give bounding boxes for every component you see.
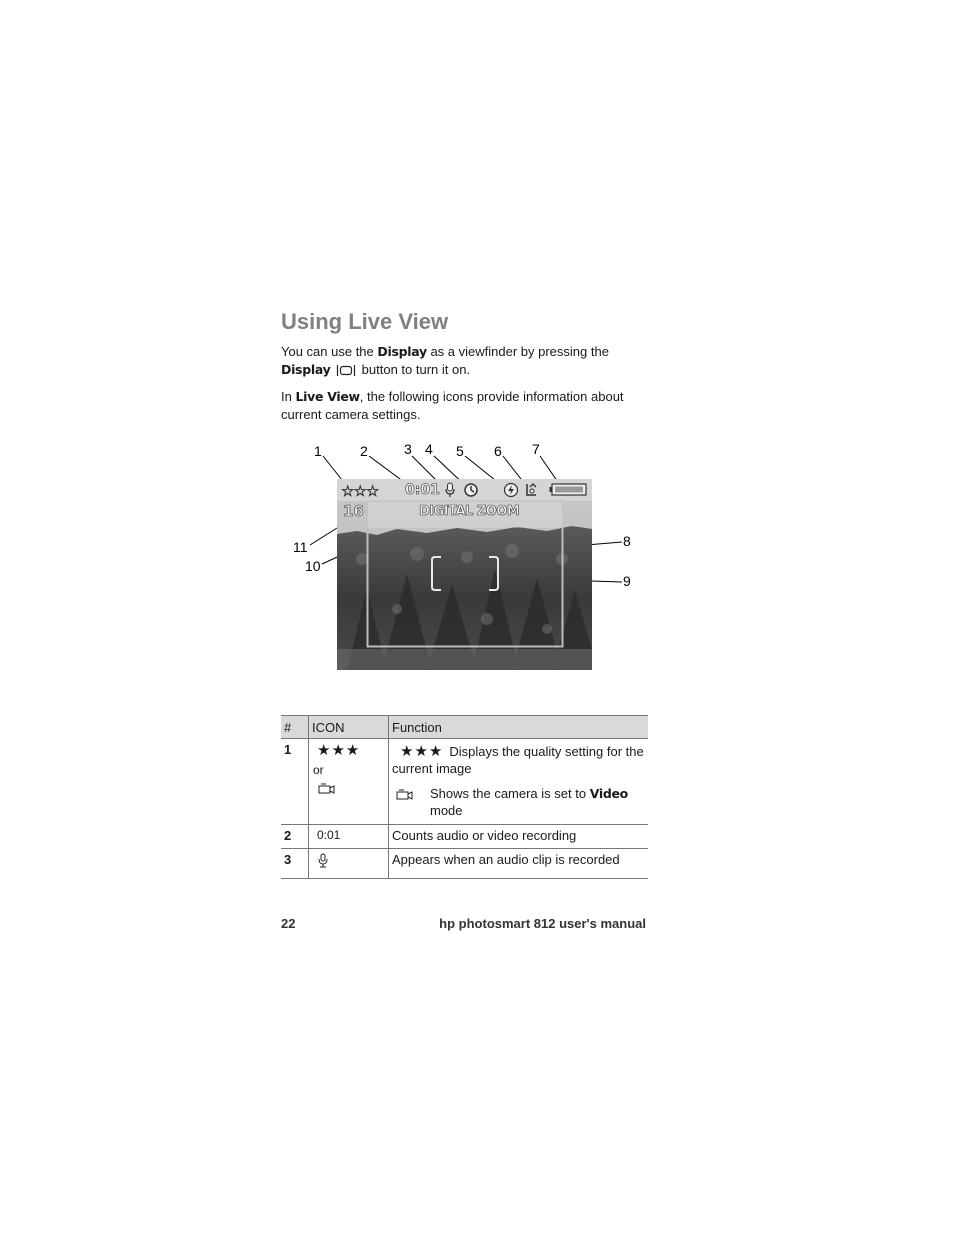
video-text-before: Shows the camera is set to <box>430 786 590 801</box>
battery-icon <box>549 483 587 496</box>
video-term: Video <box>589 786 628 801</box>
focus-icon <box>524 482 538 498</box>
row-number: 2 <box>281 825 309 849</box>
video-text <box>430 785 645 819</box>
display-term: Display <box>377 344 427 359</box>
callout-1: 1 <box>314 443 322 459</box>
timer-icon: 0:01 <box>309 825 389 849</box>
display-term: Display <box>281 362 331 377</box>
callout-10: 10 <box>305 558 321 574</box>
intro-text: as a viewfinder by pressing the <box>426 344 609 359</box>
callout-6: 6 <box>494 443 502 459</box>
live-view-screen <box>337 479 592 670</box>
table-row <box>281 739 648 825</box>
timer-indicator: 0:01 <box>405 482 440 498</box>
row-function-cell <box>389 739 649 825</box>
intro-text: , the following icons provide information about current camera settings. <box>281 389 624 422</box>
callout-8: 8 <box>623 533 631 549</box>
video-description <box>392 785 645 819</box>
callout-9: 9 <box>623 573 631 589</box>
callout-7: 7 <box>532 441 540 457</box>
icon-function-table <box>281 715 648 879</box>
pictures-remaining-indicator: 16 <box>343 502 364 520</box>
live-view-term: Live View <box>295 389 360 404</box>
microphone-icon <box>317 856 329 871</box>
or-text: or <box>313 763 324 777</box>
quality-stars-indicator: ☆☆☆ <box>341 482 379 500</box>
callout-5: 5 <box>456 443 464 459</box>
callout-4: 4 <box>425 441 433 457</box>
row-function-cell: Appears when an audio clip is recorded <box>389 849 649 879</box>
video-camera-icon <box>392 785 424 805</box>
row-number: 1 <box>281 739 309 825</box>
callout-2: 2 <box>360 443 368 459</box>
column-header-icon: ICON <box>309 716 389 739</box>
quality-stars-icon: ★★★ <box>317 742 361 759</box>
table-header-row <box>281 716 648 739</box>
row-icon-cell <box>309 739 389 825</box>
section-title: Using Live View <box>281 309 449 334</box>
row-function-cell: Counts audio or video recording <box>389 825 649 849</box>
row-icon-cell <box>309 849 389 879</box>
video-camera-icon <box>312 782 385 799</box>
digital-zoom-label: DIGITAL ZOOM <box>419 504 520 519</box>
intro-text: You can use the <box>281 344 378 359</box>
row-number: 3 <box>281 849 309 879</box>
intro-text: button to turn it on. <box>358 362 471 377</box>
self-timer-icon <box>463 482 479 498</box>
table-row <box>281 849 648 879</box>
column-header-function: Function <box>389 716 649 739</box>
video-text-after: mode <box>430 803 463 818</box>
quality-text: Displays the quality setting for the current image <box>392 744 644 776</box>
callout-11: 11 <box>293 539 308 555</box>
quality-stars-icon: ★★★ <box>400 743 444 760</box>
manual-title: hp photosmart 812 user's manual <box>439 916 646 931</box>
callout-3: 3 <box>404 441 412 457</box>
microphone-icon <box>444 482 456 498</box>
flash-icon <box>503 482 519 498</box>
table-row <box>281 825 648 849</box>
page-number: 22 <box>281 916 296 931</box>
quality-description <box>392 743 645 777</box>
intro-text: In <box>281 389 296 404</box>
column-header-number: # <box>281 716 309 739</box>
